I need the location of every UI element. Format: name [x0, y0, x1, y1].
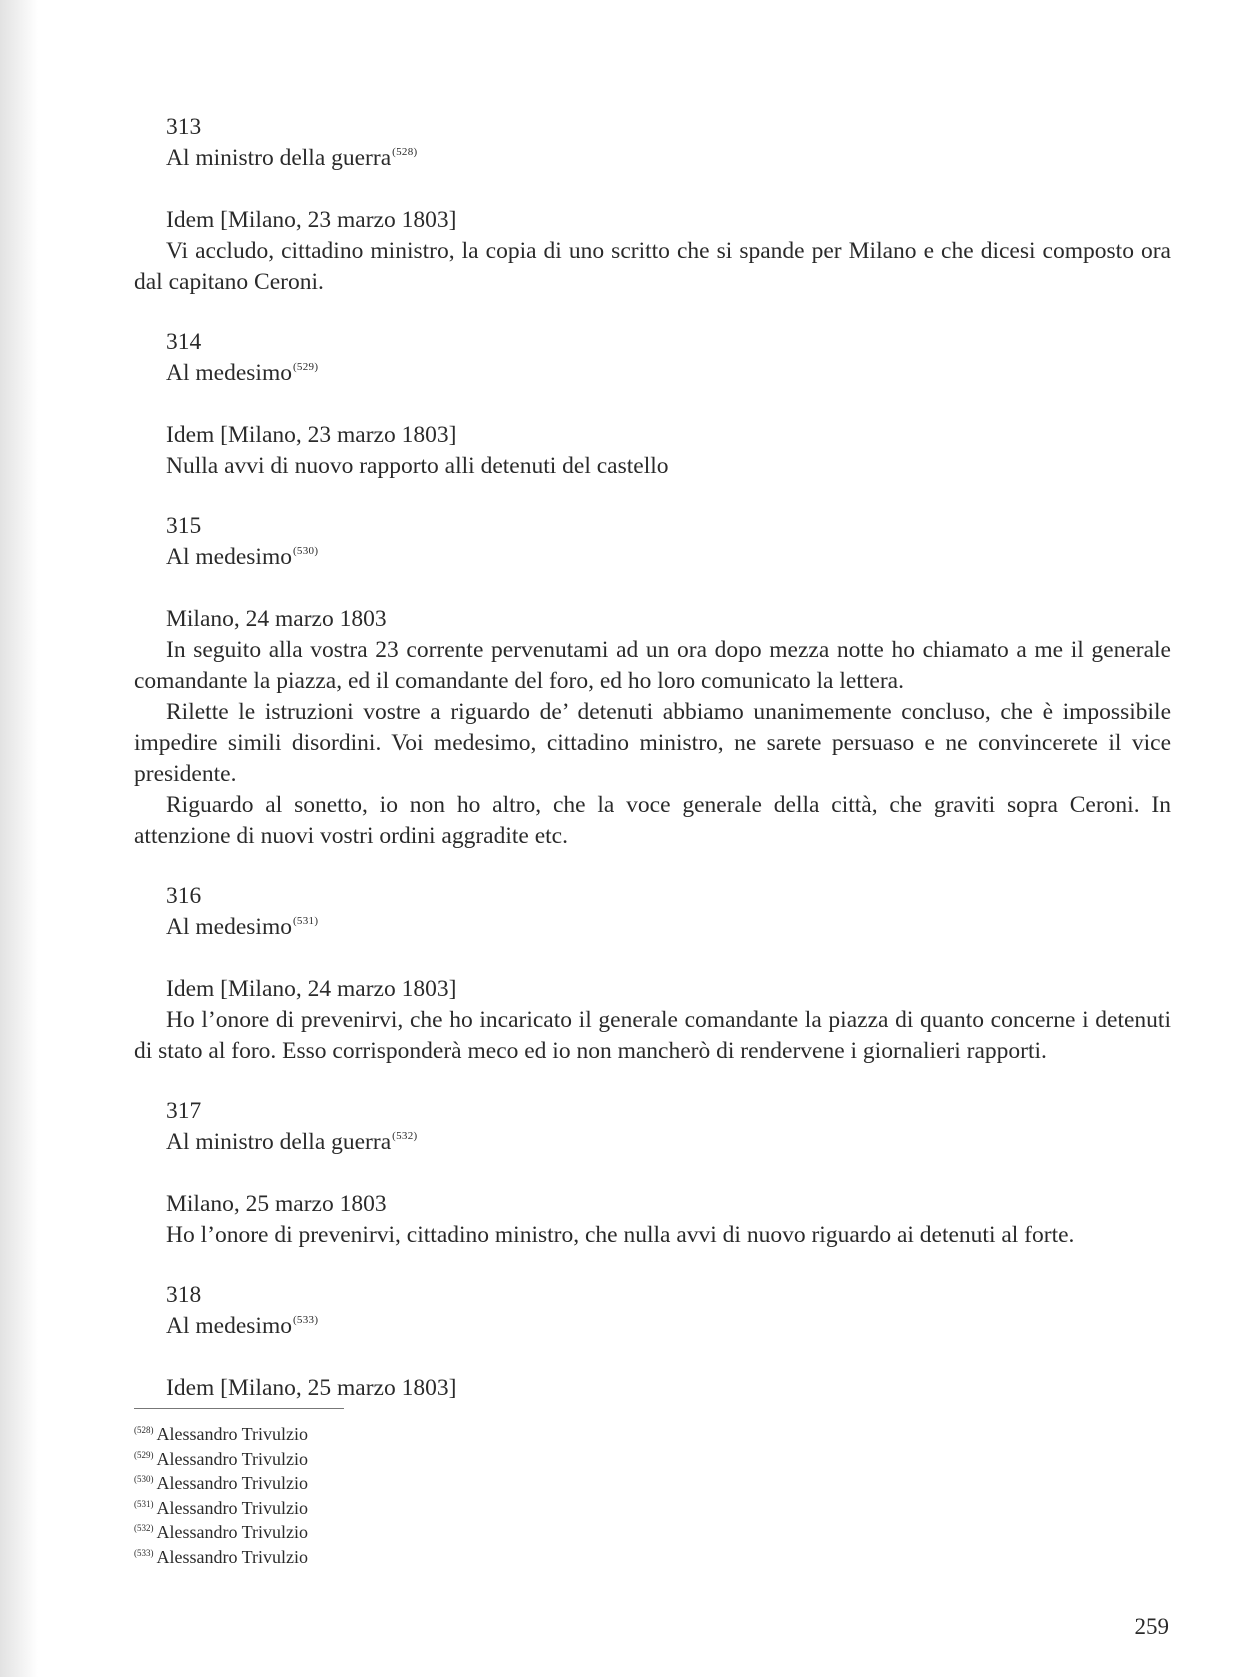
recipient-text: Al medesimo — [166, 1313, 292, 1339]
letter-number: 314 — [166, 329, 202, 355]
letter-number: 315 — [166, 513, 202, 539]
footnote-mark: (528) — [134, 1425, 154, 1435]
footnote-mark: (533) — [134, 1547, 154, 1558]
footnote-mark: (530) — [134, 1474, 154, 1484]
footnote-ref: (533) — [292, 1314, 319, 1326]
letter-paragraph: Vi accludo, cittadino ministro, la copia di uno scritto che si spande per Milano e che dicesi composto ora dal capitano Ceroni. — [134, 238, 1171, 295]
footnote-text: Alessandro Trivulzio — [156, 1497, 309, 1518]
footnote-mark: (531) — [134, 1498, 154, 1509]
footnote-text: Alessandro Trivulzio — [156, 1522, 309, 1542]
letter-entry-316 — [134, 881, 1171, 1067]
footnote-ref: (531) — [292, 915, 319, 927]
letter-recipient — [134, 1127, 1171, 1158]
footnote-ref: (528) — [392, 146, 418, 158]
letter-paragraph: Riguardo al sonetto, io non ho altro, che la voce generale della città, che graviti sopra Ceroni. In attenzione di nuovi vostri ordini aggradite etc. — [134, 792, 1171, 849]
page-edge-shadow — [0, 0, 38, 1677]
footnote-ref: (529) — [292, 361, 319, 373]
footnote-divider — [134, 1408, 344, 1409]
recipient-text: Al ministro della guerra — [166, 1129, 392, 1155]
footnote-mark: (529) — [134, 1449, 154, 1460]
footnote-530 — [134, 1471, 734, 1496]
letter-number: 316 — [166, 883, 202, 909]
letter-dateline: Idem [Milano, 25 marzo 1803] — [166, 1375, 457, 1401]
letter-recipient — [134, 1311, 1171, 1342]
footnote-532 — [134, 1520, 734, 1545]
letter-entry-314 — [134, 327, 1171, 482]
recipient-text: Al medesimo — [166, 914, 292, 940]
footnote-531 — [134, 1496, 734, 1521]
letter-paragraph: In seguito alla vostra 23 corrente pervenutami ad un ora dopo mezza notte ho chiamato a me il generale comandante la piazza, ed il comandante del foro, ed ho loro comunicato la lettera. — [134, 637, 1171, 694]
letter-number: 318 — [166, 1282, 202, 1308]
footnote-mark: (532) — [134, 1523, 154, 1533]
letter-paragraph: Ho l’onore di prevenirvi, che ho incaricato il generale comandante la piazza di quanto concerne i detenuti di stato al foro. Esso corrisponderà meco ed io non mancherò di rendervene i giornalieri rapporti. — [134, 1007, 1171, 1064]
letter-paragraph: Ho l’onore di prevenirvi, cittadino ministro, che nulla avvi di nuovo riguardo ai detenuti al forte. — [166, 1222, 1075, 1248]
letter-paragraph: Nulla avvi di nuovo rapporto alli detenuti del castello — [166, 453, 669, 479]
letter-paragraph: Rilette le istruzioni vostre a riguardo de’ detenuti abbiamo unanimemente concluso, che è impossibile impedire simili disordini. Voi medesimo, cittadino ministro, ne sarete persuaso e ne convincerete il vice presidente. — [134, 699, 1171, 787]
footnote-text: Alessandro Trivulzio — [156, 1546, 309, 1567]
letter-entry-318 — [134, 1280, 1171, 1404]
letter-entry-315 — [134, 511, 1171, 852]
footnote-ref: (532) — [392, 1130, 418, 1142]
footnote-ref: (530) — [292, 545, 319, 557]
letter-dateline: Milano, 24 marzo 1803 — [166, 606, 387, 632]
letter-number: 317 — [166, 1098, 202, 1124]
letter-recipient — [134, 358, 1171, 389]
page-number: 259 — [1134, 1614, 1169, 1639]
letter-recipient — [134, 912, 1171, 943]
recipient-text: Al ministro della guerra — [166, 145, 392, 171]
footnote-533 — [134, 1545, 734, 1570]
letter-dateline: Idem [Milano, 23 marzo 1803] — [166, 422, 457, 448]
footnotes — [134, 1408, 734, 1569]
letter-recipient — [134, 143, 1171, 174]
letter-dateline: Idem [Milano, 23 marzo 1803] — [166, 207, 457, 233]
recipient-text: Al medesimo — [166, 544, 292, 570]
footnote-text: Alessandro Trivulzio — [156, 1473, 309, 1493]
footnote-528 — [134, 1422, 734, 1447]
footnote-529 — [134, 1447, 734, 1472]
letter-number: 313 — [166, 114, 202, 140]
footnote-text: Alessandro Trivulzio — [156, 1448, 309, 1469]
letter-dateline: Milano, 25 marzo 1803 — [166, 1191, 387, 1217]
letter-entry-317 — [134, 1096, 1171, 1251]
recipient-text: Al medesimo — [166, 360, 292, 386]
letter-recipient — [134, 542, 1171, 573]
footnote-text: Alessandro Trivulzio — [156, 1424, 309, 1444]
letter-entry-313 — [134, 112, 1171, 298]
letter-dateline: Idem [Milano, 24 marzo 1803] — [166, 976, 457, 1002]
letters-body — [134, 112, 1171, 1433]
